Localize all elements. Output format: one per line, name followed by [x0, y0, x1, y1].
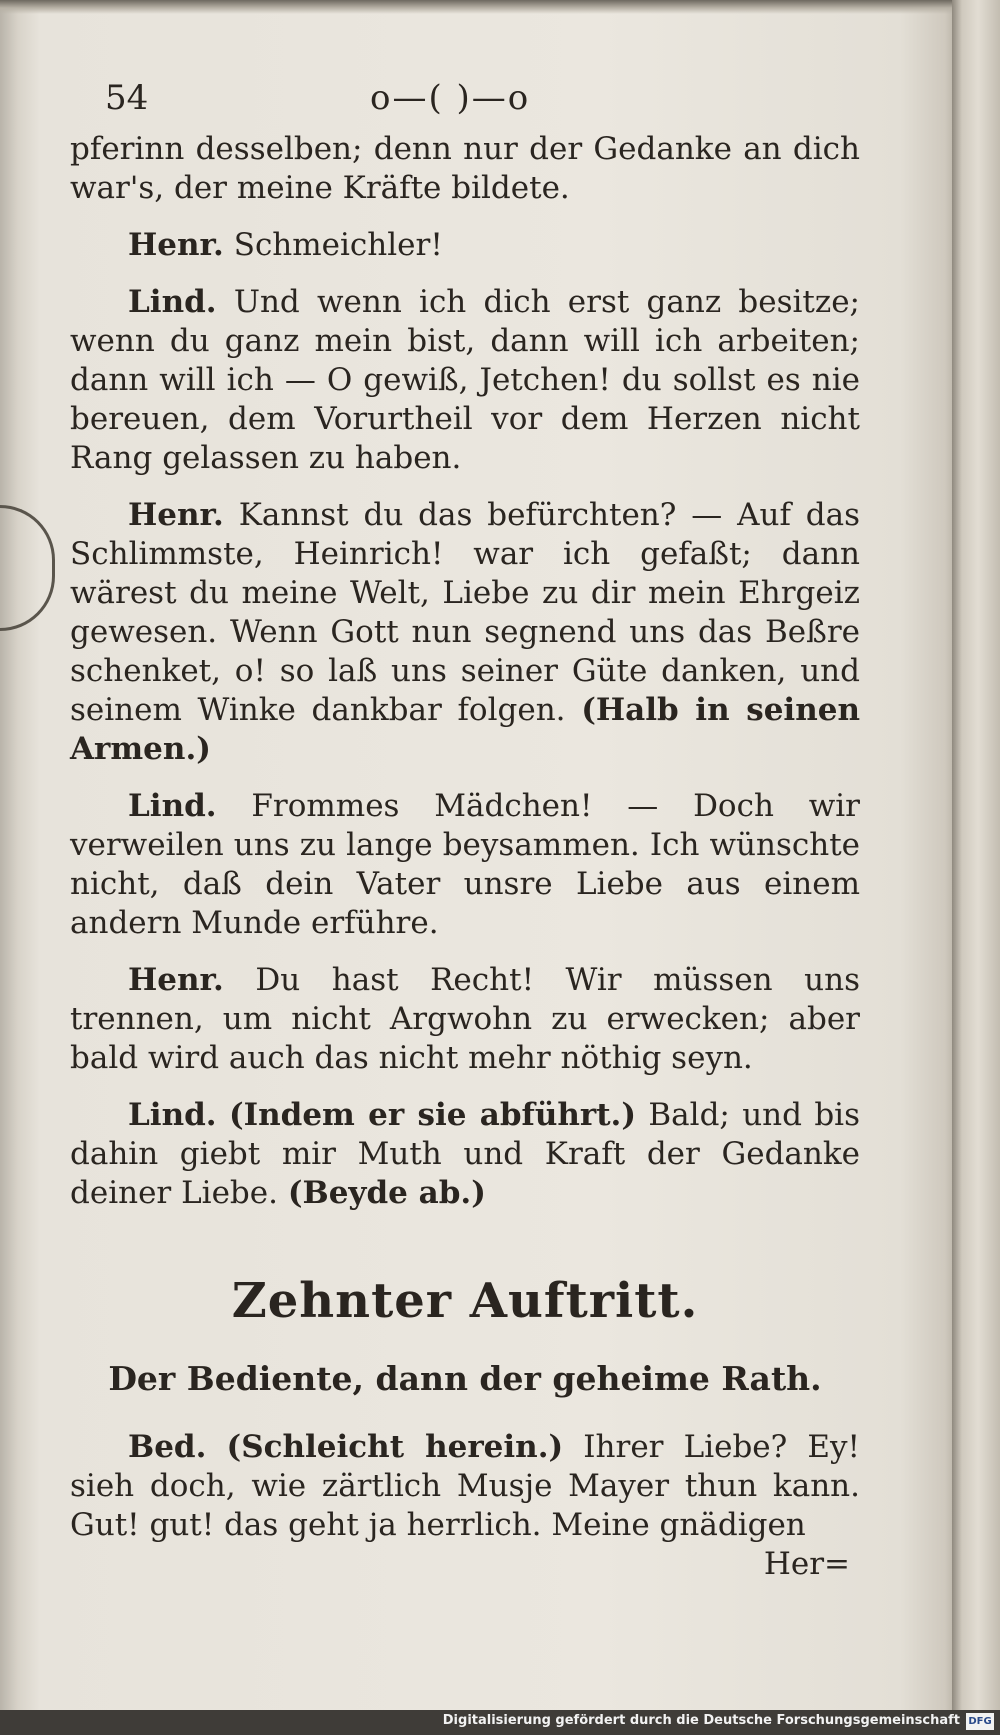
dialogue-body	[70, 130, 860, 1213]
dialogue-paragraph	[70, 961, 860, 1078]
paragraph-text: Frommes Mädchen! — Doch wir verweilen uns zu lange beysammen. Ich wünschte nicht, daß dein Vater unsre Liebe aus einem andern Munde erführe.	[70, 788, 861, 941]
paragraph-text: pferinn desselben; denn nur der Gedanke an dich war's, der meine Kräfte bildete.	[70, 131, 860, 206]
speaker-name: Henr.	[128, 497, 224, 533]
dialogue-paragraph	[70, 283, 860, 478]
catchword: Her=	[763, 1546, 850, 1582]
paragraph-text: Bald; und bis dahin giebt mir Muth und Kraft der Gedanke deiner Liebe.	[70, 1097, 860, 1211]
speaker-name: Bed.	[128, 1429, 207, 1465]
scene-title: Zehnter Auftritt.	[231, 1273, 699, 1329]
speaker-name: Henr.	[128, 962, 224, 998]
paragraph-text: Kannst du das befürchten? — Auf das Schlimmste, Heinrich! war ich gefaßt; dann wärest du meine Welt, Liebe zu dir mein Ehrgeiz gewesen. Wenn Gott nun segnend uns das Beßre schenket, o! so laß uns seiner Güte danken, und seinem Winke dankbar folgen.	[70, 497, 860, 728]
paragraph-text: Ihrer Liebe? Ey! sieh doch, wie zärtlich Musje Mayer thun kann. Gut! gut! das geht ja herrlich. Meine gnädigen	[70, 1429, 860, 1543]
speaker-name: Lind.	[128, 284, 217, 320]
digitization-credit: Digitalisierung gefördert durch die Deutsche Forschungsgemeinschaft	[442, 1713, 960, 1728]
facing-page-edge	[952, 0, 1000, 1710]
page-number: 54	[105, 78, 149, 118]
stage-direction: (Schleicht herein.)	[226, 1429, 564, 1465]
stage-direction: (Halb in seinen Armen.)	[70, 692, 860, 767]
dialogue-paragraph	[70, 226, 860, 265]
header-ornament: o—( )—o	[370, 78, 531, 118]
paragraph-text: Und wenn ich dich erst ganz besitze; wenn du ganz mein bist, dann will ich arbeiten; dann will ich — O gewiß, Jetchen! du sollst es nie bereuen, dem Vorurtheil vor dem Herzen nicht Rang gelassen zu haben.	[70, 284, 860, 476]
scene-cast: Der Bediente, dann der geheime Rath.	[108, 1359, 822, 1398]
page-header	[70, 70, 860, 130]
paragraph-text: Du hast Recht! Wir müssen uns trennen, um nicht Argwohn zu erwecken; aber bald wird auch das nicht mehr nöthig seyn.	[70, 962, 861, 1076]
book-page	[70, 70, 860, 1584]
dialogue-paragraph	[70, 130, 860, 208]
paragraph-text: Schmeichler!	[233, 227, 443, 263]
scan-top-shadow	[0, 0, 1000, 14]
dialogue-paragraph	[70, 1428, 860, 1545]
speaker-name: Lind.	[128, 788, 217, 824]
stage-direction: (Indem er sie abführt.)	[228, 1097, 637, 1133]
dfg-logo: DFG	[966, 1713, 994, 1730]
dialogue-paragraph	[70, 496, 860, 769]
stage-direction: (Beyde ab.)	[287, 1175, 486, 1211]
speaker-name: Lind.	[128, 1097, 217, 1133]
dialogue-paragraph	[70, 1096, 860, 1213]
speaker-name: Henr.	[128, 227, 224, 263]
dialogue-paragraph	[70, 787, 860, 943]
